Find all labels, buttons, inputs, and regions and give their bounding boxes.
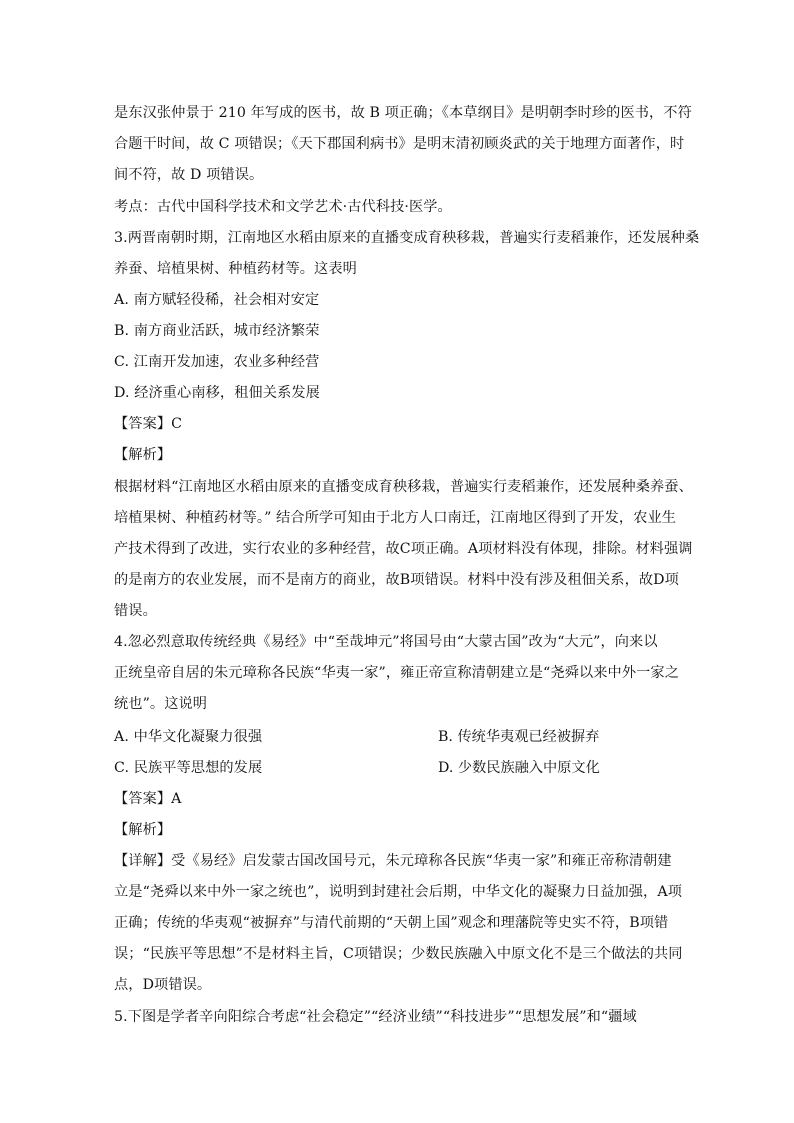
- question-4-stem: 4.忽必烈意取传统经典《易经》中“至哉坤元”将国号由“大蒙古国”改为“大元”，向来以: [114, 634, 658, 650]
- option-d: D. 少数民族融入中原文化: [438, 760, 600, 776]
- analysis-text: 培植果树、种植药材等。” 结合所学可知由于北方人口南迁，江南地区得到了开发，农业生: [114, 510, 677, 526]
- question-4-stem: 统也”。这说明: [114, 696, 208, 712]
- option-c: C. 民族平等思想的发展: [114, 760, 263, 776]
- question-3-stem: 养蚕、培植果树、种植药材等。这表明: [114, 261, 357, 277]
- text-line: 是东汉张仲景于 210 年写成的医书，故 B 项正确；《本草纲目》是明朝李时珍的医书，不符: [114, 105, 692, 121]
- detail-text: 【详解】受《易经》启发蒙古国改国号元，朱元璋称各民族“华夷一家”和雍正帝称清朝建: [114, 853, 672, 869]
- question-5-stem: 5.下图是学者辛向阳综合考虑“社会稳定”“经济业绩”“科技进步”“思想发展”和“疆域: [114, 1009, 637, 1025]
- text-line: 合题干时间，故 C 项错误；《天下郡国利病书》是明末清初顾炎武的关于地理方面著作，时: [114, 136, 685, 152]
- question-3-stem: 3.两晋南朝时期，江南地区水稻由原来的直播变成育秧移栽，普遍实行麦稻兼作，还发展种桑: [114, 230, 700, 246]
- answer-label: 【答案】C: [114, 416, 183, 432]
- analysis-label: 【解析】: [114, 822, 172, 838]
- text-line: 考点：古代中国科学技术和文学艺术·古代科技·医学。: [114, 199, 452, 215]
- question-4-stem: 正统皇帝自居的朱元璋称各民族“华夷一家”，雍正帝宣称清朝建立是“尧舜以来中外一家之: [114, 665, 679, 681]
- analysis-text: 错误。: [114, 603, 157, 619]
- analysis-text: 产技术得到了改进，实行农业的多种经营，故C项正确。A项材料没有体现，排除。材料强调: [114, 541, 693, 557]
- option-d: D. 经济重心南移，租佃关系发展: [114, 385, 320, 401]
- option-b: B. 南方商业活跃，城市经济繁荣: [114, 323, 320, 339]
- detail-text: 误；“民族平等思想”不是材料主旨，C项错误；少数民族融入中原文化不是三个做法的共同: [114, 946, 683, 962]
- text-line: 间不符，故 D 项错误。: [114, 167, 264, 183]
- detail-text: 正确；传统的华夷观“被摒弃”与清代前期的“天朝上国”观念和理藩院等史实不符，B项错: [114, 915, 669, 931]
- option-c: C. 江南开发加速，农业多种经营: [114, 354, 320, 370]
- detail-text: 点，D项错误。: [114, 977, 212, 993]
- analysis-text: 的是南方的农业发展，而不是南方的商业，故B项错误。材料中没有涉及租佃关系，故D项: [114, 572, 679, 588]
- answer-label: 【答案】A: [114, 791, 182, 807]
- option-a: A. 南方赋轻役稀，社会相对安定: [114, 292, 320, 308]
- analysis-text: 根据材料“江南地区水稻由原来的直播变成育秧移栽，普遍实行麦稻兼作，还发展种桑养蚕、: [114, 479, 693, 495]
- option-a: A. 中华文化凝聚力很强: [114, 729, 263, 745]
- detail-text: 立是“尧舜以来中外一家之统也”，说明到封建社会后期，中华文化的凝聚力日益加强，A项: [114, 884, 682, 900]
- analysis-label: 【解析】: [114, 447, 172, 463]
- option-b: B. 传统华夷观已经被摒弃: [438, 729, 600, 745]
